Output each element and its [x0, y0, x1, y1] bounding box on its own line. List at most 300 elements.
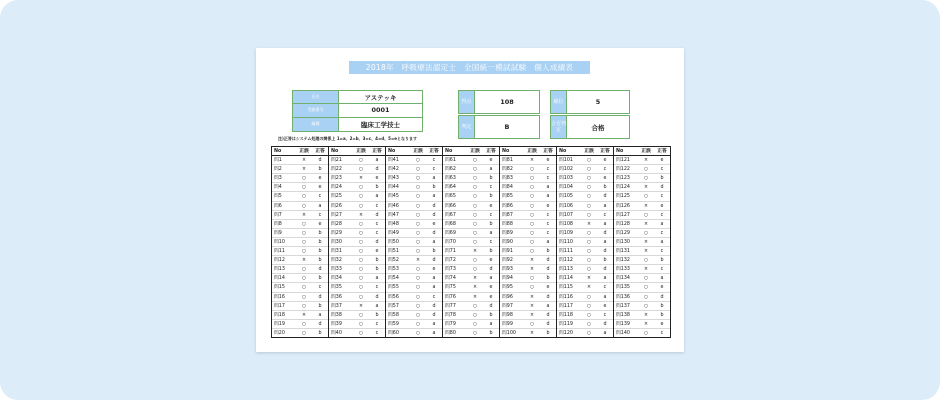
- question-number: 問21: [331, 158, 342, 164]
- column-header: [500, 147, 556, 156]
- answer-row: [614, 229, 670, 238]
- header-result: 正誤: [584, 149, 594, 154]
- question-number: 問136: [616, 294, 630, 300]
- answer-column: [500, 147, 557, 337]
- result-mark: ○: [643, 230, 649, 236]
- result-mark: ○: [586, 194, 592, 200]
- correct-answer: e: [603, 158, 607, 164]
- answer-row: [557, 211, 613, 220]
- result-mark: ×: [529, 330, 535, 336]
- result-mark: ○: [358, 285, 364, 291]
- rank-label: 順位: [551, 91, 567, 113]
- question-number: 問99: [502, 321, 513, 327]
- correct-answer: b: [489, 194, 493, 200]
- result-mark: ○: [415, 167, 421, 173]
- result-mark: ○: [358, 203, 364, 209]
- answer-row: [557, 256, 613, 265]
- question-number: 問117: [559, 303, 573, 309]
- answer-row: [329, 293, 385, 302]
- correct-answer: d: [489, 303, 493, 309]
- result-mark: ○: [643, 167, 649, 173]
- correct-answer: e: [375, 176, 379, 182]
- result-mark: ○: [358, 276, 364, 282]
- result-mark: ○: [586, 158, 592, 164]
- question-number: 問116: [559, 294, 573, 300]
- answer-row: [329, 247, 385, 256]
- question-number: 問8: [274, 221, 282, 227]
- result-mark: ○: [301, 303, 307, 309]
- result-mark: ○: [529, 285, 535, 291]
- correct-answer: e: [489, 258, 493, 264]
- header-key: 正答: [657, 149, 667, 154]
- score-box: [458, 90, 540, 114]
- answer-row: [443, 220, 499, 229]
- correct-answer: c: [318, 285, 322, 291]
- result-mark: ○: [529, 221, 535, 227]
- correct-answer: b: [660, 258, 664, 264]
- answer-row: [272, 247, 328, 256]
- correct-answer: e: [318, 221, 322, 227]
- result-mark: ○: [301, 285, 307, 291]
- correct-answer: e: [375, 249, 379, 255]
- answer-column: [272, 147, 329, 337]
- result-mark: ○: [415, 330, 421, 336]
- answer-row: [386, 283, 442, 292]
- result-mark: ○: [586, 212, 592, 218]
- question-number: 問46: [388, 203, 399, 209]
- answer-row: [614, 238, 670, 247]
- info-label: 氏名: [293, 91, 339, 103]
- judge-value: B: [504, 123, 510, 131]
- correct-answer: a: [375, 303, 379, 309]
- correct-answer: c: [375, 285, 379, 291]
- question-number: 問87: [502, 212, 513, 218]
- correct-answer: a: [318, 312, 322, 318]
- answer-row: [386, 311, 442, 320]
- question-number: 問47: [388, 212, 399, 218]
- answer-row: [272, 156, 328, 165]
- question-number: 問17: [274, 303, 285, 309]
- answer-column: [329, 147, 386, 337]
- answer-row: [614, 302, 670, 311]
- question-number: 問102: [559, 167, 573, 173]
- result-mark: ○: [643, 330, 649, 336]
- correct-answer: a: [432, 176, 436, 182]
- correct-answer: e: [603, 176, 607, 182]
- question-number: 問121: [616, 158, 630, 164]
- answer-row: [272, 274, 328, 283]
- correct-answer: a: [660, 221, 664, 227]
- answer-row: [329, 183, 385, 192]
- correct-answer: c: [546, 212, 550, 218]
- question-number: 問90: [502, 239, 513, 245]
- question-number: 問1: [274, 158, 282, 164]
- answer-row: [272, 183, 328, 192]
- answer-row: [272, 293, 328, 302]
- answer-row: [329, 174, 385, 183]
- answer-row: [500, 265, 556, 274]
- result-mark: ○: [643, 276, 649, 282]
- question-number: 問19: [274, 321, 285, 327]
- question-number: 問31: [331, 249, 342, 255]
- question-number: 問115: [559, 285, 573, 291]
- answer-row: [443, 293, 499, 302]
- header-no: No: [388, 149, 396, 154]
- result-mark: ×: [643, 239, 649, 245]
- result-mark: ○: [301, 239, 307, 245]
- question-number: 問98: [502, 312, 513, 318]
- correct-answer: e: [489, 294, 493, 300]
- answer-row: [329, 229, 385, 238]
- result-mark: ○: [472, 158, 478, 164]
- correct-answer: c: [660, 194, 664, 200]
- correct-answer: e: [546, 285, 550, 291]
- correct-answer: c: [603, 285, 607, 291]
- answer-row: [272, 174, 328, 183]
- answer-row: [386, 211, 442, 220]
- correct-answer: e: [432, 267, 436, 273]
- answer-row: [329, 192, 385, 201]
- result-mark: ○: [358, 194, 364, 200]
- answer-row: [386, 256, 442, 265]
- correct-answer: b: [546, 330, 550, 336]
- header-no: No: [616, 149, 624, 154]
- correct-answer: d: [546, 321, 550, 327]
- result-mark: ○: [643, 294, 649, 300]
- result-mark: ○: [472, 194, 478, 200]
- answer-row: [500, 247, 556, 256]
- judge-box: [458, 115, 540, 139]
- result-mark: ○: [415, 276, 421, 282]
- answer-row: [443, 238, 499, 247]
- answer-row: [500, 274, 556, 283]
- result-mark: ×: [529, 158, 535, 164]
- result-mark: ×: [643, 203, 649, 209]
- answer-row: [443, 202, 499, 211]
- answer-row: [329, 274, 385, 283]
- answer-column: [557, 147, 614, 337]
- answer-row: [557, 283, 613, 292]
- result-mark: ○: [586, 167, 592, 173]
- result-mark: ○: [301, 294, 307, 300]
- question-number: 問49: [388, 230, 399, 236]
- correct-answer: b: [375, 267, 379, 273]
- question-number: 問30: [331, 239, 342, 245]
- correct-answer: b: [489, 312, 493, 318]
- result-mark: ○: [586, 303, 592, 309]
- question-number: 問101: [559, 158, 573, 164]
- result-mark: ○: [358, 330, 364, 336]
- answer-row: [614, 247, 670, 256]
- result-mark: ○: [529, 176, 535, 182]
- result-mark: ○: [472, 303, 478, 309]
- result-mark: ○: [358, 321, 364, 327]
- score-label: 得点: [459, 91, 475, 113]
- result-mark: ○: [586, 230, 592, 236]
- question-number: 問67: [445, 212, 456, 218]
- correct-answer: e: [660, 203, 664, 209]
- question-number: 問23: [331, 176, 342, 182]
- correct-answer: b: [375, 185, 379, 191]
- answer-row: [329, 165, 385, 174]
- answer-row: [500, 283, 556, 292]
- question-number: 問34: [331, 276, 342, 282]
- correct-answer: e: [660, 285, 664, 291]
- correct-answer: d: [489, 267, 493, 273]
- answer-row: [500, 156, 556, 165]
- answer-row: [500, 320, 556, 329]
- correct-answer: c: [546, 167, 550, 173]
- correct-answer: c: [318, 194, 322, 200]
- result-mark: ○: [586, 267, 592, 273]
- result-mark: ○: [358, 239, 364, 245]
- answer-row: [272, 220, 328, 229]
- correct-answer: c: [318, 212, 322, 218]
- correct-answer: b: [318, 239, 322, 245]
- correct-answer: c: [432, 167, 436, 173]
- correct-answer: a: [546, 185, 550, 191]
- answer-row: [614, 311, 670, 320]
- correct-answer: a: [489, 321, 493, 327]
- correct-answer: a: [318, 203, 322, 209]
- result-mark: ○: [529, 249, 535, 255]
- header-result: 正誤: [641, 149, 651, 154]
- question-number: 問122: [616, 167, 630, 173]
- question-number: 問24: [331, 185, 342, 191]
- result-mark: ○: [415, 294, 421, 300]
- question-number: 問26: [331, 203, 342, 209]
- result-mark: ○: [301, 267, 307, 273]
- answer-row: [386, 192, 442, 201]
- correct-answer: a: [546, 303, 550, 309]
- result-mark: ×: [301, 312, 307, 318]
- question-number: 問107: [559, 212, 573, 218]
- question-number: 問105: [559, 194, 573, 200]
- result-mark: ○: [301, 194, 307, 200]
- result-mark: ×: [529, 258, 535, 264]
- question-number: 問128: [616, 221, 630, 227]
- question-number: 問100: [502, 330, 516, 336]
- answer-row: [500, 229, 556, 238]
- answer-row: [614, 156, 670, 165]
- correct-answer: e: [603, 303, 607, 309]
- answer-row: [272, 192, 328, 201]
- correct-answer: a: [603, 294, 607, 300]
- correct-answer: a: [660, 239, 664, 245]
- result-mark: ×: [586, 285, 592, 291]
- question-number: 問58: [388, 312, 399, 318]
- answer-row: [557, 293, 613, 302]
- answer-column: [386, 147, 443, 337]
- question-number: 問40: [331, 330, 342, 336]
- question-number: 問65: [445, 194, 456, 200]
- question-number: 問52: [388, 258, 399, 264]
- answer-row: [272, 238, 328, 247]
- question-number: 問57: [388, 303, 399, 309]
- correct-answer: c: [432, 158, 436, 164]
- result-mark: ○: [301, 203, 307, 209]
- result-mark: ○: [586, 249, 592, 255]
- score-report-sheet: [256, 48, 684, 352]
- answer-row: [386, 329, 442, 338]
- answer-row: [557, 183, 613, 192]
- header-result: 正誤: [470, 149, 480, 154]
- correct-answer: d: [375, 167, 379, 173]
- question-number: 問68: [445, 221, 456, 227]
- question-number: 問78: [445, 312, 456, 318]
- answer-row: [386, 265, 442, 274]
- result-mark: ○: [415, 321, 421, 327]
- answer-row: [500, 256, 556, 265]
- question-number: 問106: [559, 203, 573, 209]
- correct-answer: d: [375, 294, 379, 300]
- examinee-info-table: [292, 90, 423, 132]
- correct-answer: c: [660, 167, 664, 173]
- question-number: 問137: [616, 303, 630, 309]
- question-number: 問11: [274, 249, 285, 255]
- correct-answer: c: [375, 321, 379, 327]
- examinee-job: 臨床工学技士: [361, 120, 400, 129]
- answer-row: [443, 311, 499, 320]
- answer-row: [329, 220, 385, 229]
- question-number: 問62: [445, 167, 456, 173]
- question-number: 問131: [616, 249, 630, 255]
- question-number: 問33: [331, 267, 342, 273]
- answer-row: [386, 229, 442, 238]
- question-number: 問108: [559, 221, 573, 227]
- answer-note: 注)正答はシステム処理の関係上 1=a、2=b、3=c、4=d、5=eとなります: [278, 136, 418, 141]
- correct-answer: e: [660, 321, 664, 327]
- correct-answer: a: [603, 330, 607, 336]
- header-no: No: [274, 149, 282, 154]
- question-number: 問112: [559, 258, 573, 264]
- question-number: 問41: [388, 158, 399, 164]
- question-number: 問119: [559, 321, 573, 327]
- correct-answer: b: [318, 330, 322, 336]
- answer-column: [443, 147, 500, 337]
- correct-answer: b: [318, 249, 322, 255]
- question-number: 問75: [445, 285, 456, 291]
- answer-row: [557, 229, 613, 238]
- correct-answer: b: [489, 221, 493, 227]
- question-number: 問129: [616, 230, 630, 236]
- result-mark: ○: [472, 312, 478, 318]
- header-no: No: [445, 149, 453, 154]
- correct-answer: a: [603, 203, 607, 209]
- answer-row: [443, 229, 499, 238]
- question-number: 問110: [559, 239, 573, 245]
- question-number: 問133: [616, 267, 630, 273]
- result-mark: ○: [472, 167, 478, 173]
- result-mark: ○: [529, 167, 535, 173]
- answer-row: [272, 211, 328, 220]
- correct-answer: c: [432, 294, 436, 300]
- answer-row: [500, 329, 556, 338]
- answer-row: [557, 320, 613, 329]
- result-mark: ○: [415, 221, 421, 227]
- correct-answer: d: [546, 294, 550, 300]
- correct-answer: d: [318, 158, 322, 164]
- question-number: 問54: [388, 276, 399, 282]
- correct-answer: e: [546, 203, 550, 209]
- question-number: 問13: [274, 267, 285, 273]
- correct-answer: d: [660, 185, 664, 191]
- header-result: 正誤: [356, 149, 366, 154]
- correct-answer: c: [546, 176, 550, 182]
- answer-row: [272, 302, 328, 311]
- answer-row: [557, 302, 613, 311]
- result-mark: ×: [643, 267, 649, 273]
- question-number: 問7: [274, 212, 282, 218]
- result-mark: ×: [643, 185, 649, 191]
- question-number: 問130: [616, 239, 630, 245]
- correct-answer: d: [318, 267, 322, 273]
- correct-answer: b: [546, 276, 550, 282]
- result-mark: ○: [472, 258, 478, 264]
- correct-answer: d: [432, 303, 436, 309]
- answer-row: [272, 229, 328, 238]
- question-number: 問48: [388, 221, 399, 227]
- answer-row: [386, 174, 442, 183]
- header-key: 正答: [315, 149, 325, 154]
- answer-row: [443, 256, 499, 265]
- question-number: 問93: [502, 267, 513, 273]
- correct-answer: c: [489, 239, 493, 245]
- correct-answer: b: [318, 258, 322, 264]
- result-mark: ○: [586, 312, 592, 318]
- question-number: 問134: [616, 276, 630, 282]
- answer-row: [272, 265, 328, 274]
- answer-row: [500, 202, 556, 211]
- result-mark: ○: [529, 276, 535, 282]
- correct-answer: a: [489, 276, 493, 282]
- correct-answer: b: [432, 249, 436, 255]
- question-number: 問12: [274, 258, 285, 264]
- answer-row: [329, 283, 385, 292]
- answer-row: [557, 311, 613, 320]
- question-number: 問118: [559, 312, 573, 318]
- question-number: 問36: [331, 294, 342, 300]
- result-mark: ○: [586, 258, 592, 264]
- answer-row: [614, 192, 670, 201]
- answer-row: [386, 165, 442, 174]
- correct-answer: b: [318, 276, 322, 282]
- answer-row: [329, 320, 385, 329]
- result-mark: ○: [415, 230, 421, 236]
- correct-answer: a: [375, 158, 379, 164]
- result-mark: ×: [643, 321, 649, 327]
- question-number: 問14: [274, 276, 285, 282]
- correct-answer: d: [318, 294, 322, 300]
- answer-row: [500, 238, 556, 247]
- correct-answer: a: [489, 167, 493, 173]
- question-number: 問45: [388, 194, 399, 200]
- question-number: 問63: [445, 176, 456, 182]
- correct-answer: a: [489, 230, 493, 236]
- question-number: 問74: [445, 276, 456, 282]
- result-mark: ○: [472, 176, 478, 182]
- question-number: 問89: [502, 230, 513, 236]
- answer-row: [443, 302, 499, 311]
- correct-answer: b: [546, 249, 550, 255]
- question-number: 問43: [388, 176, 399, 182]
- answer-row: [329, 311, 385, 320]
- result-mark: ○: [358, 249, 364, 255]
- question-number: 問72: [445, 258, 456, 264]
- question-number: 問4: [274, 185, 282, 191]
- result-mark: ○: [643, 258, 649, 264]
- question-number: 問59: [388, 321, 399, 327]
